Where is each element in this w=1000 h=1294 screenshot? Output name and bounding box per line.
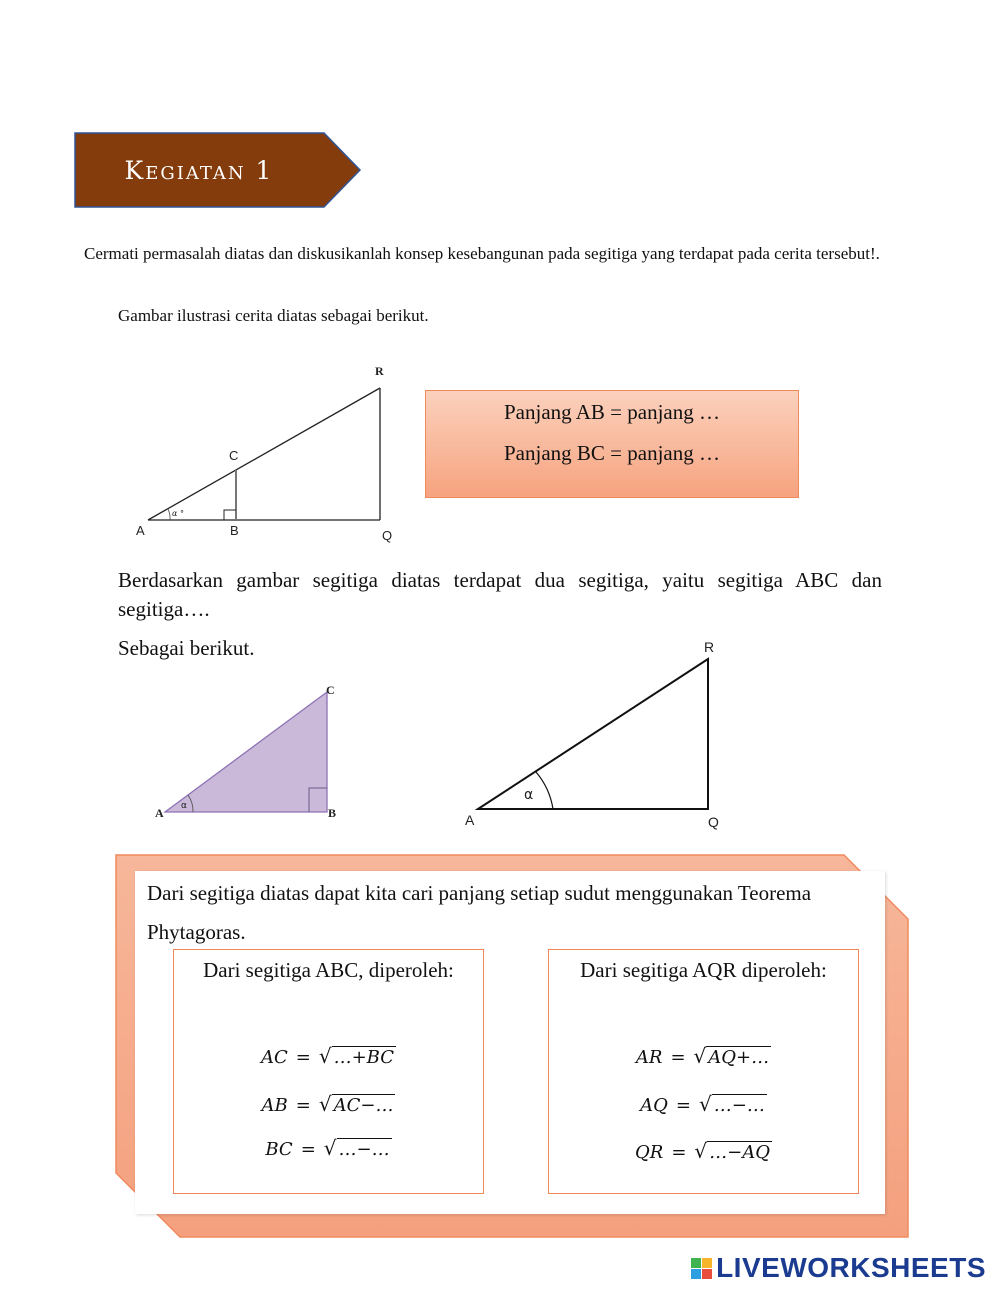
label-a: A (155, 806, 164, 820)
input-aq[interactable]: …−… (713, 1095, 765, 1116)
input-bc[interactable]: …−… (338, 1139, 390, 1160)
aqr-result-box (548, 949, 859, 1194)
angle-arc-a (168, 509, 170, 520)
logo-text: LIVEWORKSHEETS (716, 1252, 986, 1283)
label-b: B (230, 523, 239, 538)
abc-result-box (173, 949, 484, 1194)
label-c: C (326, 683, 335, 697)
combined-triangle-figure (130, 360, 410, 550)
triangle-abc-figure (150, 680, 350, 825)
logo-icon (691, 1258, 712, 1279)
length-equality-box (425, 390, 799, 498)
hypotenuse-ar (148, 388, 380, 520)
following-caption: Sebagai berikut. (118, 636, 255, 660)
equation-qr: QR = √ …−AQ (635, 1139, 770, 1163)
triangle-aqr-figure (460, 635, 740, 835)
aqr-heading: Dari segitiga AQR diperoleh: (580, 958, 827, 982)
ab-length-line: Panjang AB = panjang … (504, 400, 720, 424)
label-q: Q (708, 814, 719, 830)
label-alpha: α (524, 787, 534, 803)
equation-ab: AB = √ AC−… (261, 1092, 394, 1116)
intro-text: Cermati permasalah diatas dan diskusikanlah konsep kesebangunan pada segitiga yang terdapat pada cerita tersebut!. (84, 244, 880, 263)
label-r: R (375, 364, 384, 378)
input-qr[interactable]: …−AQ (709, 1142, 770, 1163)
input-ac[interactable]: …+BC (333, 1047, 395, 1068)
equation-ac: AC = √ …+BC (260, 1044, 395, 1068)
label-c: C (229, 448, 239, 463)
label-q: Q (382, 528, 393, 543)
liveworksheets-logo[interactable] (691, 1252, 986, 1284)
right-angle-mark-b (224, 510, 236, 520)
input-ar[interactable]: AQ+… (708, 1047, 770, 1068)
label-alpha: α (181, 801, 187, 811)
illustration-caption: Gambar ilustrasi cerita diatas sebagai berikut. (118, 306, 429, 325)
explanation-paragraph: Berdasarkan gambar segitiga diatas terdapat dua segitiga, yaitu segitiga ABC dan segitiga…. (118, 568, 882, 621)
activity-title: Kegiatan 1 (124, 155, 274, 185)
label-r: R (704, 639, 715, 655)
equation-aq: AQ = √ …−… (640, 1092, 765, 1116)
equation-ar: AR = √ AQ+… (635, 1044, 770, 1068)
input-ab[interactable]: AC−… (333, 1095, 394, 1116)
label-b: B (328, 806, 337, 820)
angle-arc-a (536, 772, 553, 809)
abc-heading: Dari segitiga ABC, diperoleh: (203, 958, 454, 982)
label-alpha: α ° (172, 509, 184, 518)
label-a: A (465, 812, 475, 828)
triangle-abc (165, 692, 327, 812)
theorem-text: Dari segitiga diatas dapat kita cari panjang setiap sudut menggunakan Teorema Phytagoras. (147, 881, 812, 944)
triangle-aqr (478, 659, 708, 809)
label-a: A (136, 523, 145, 538)
equation-bc: BC = √ …−… (265, 1136, 390, 1160)
bc-length-line: Panjang BC = panjang … (504, 441, 720, 465)
